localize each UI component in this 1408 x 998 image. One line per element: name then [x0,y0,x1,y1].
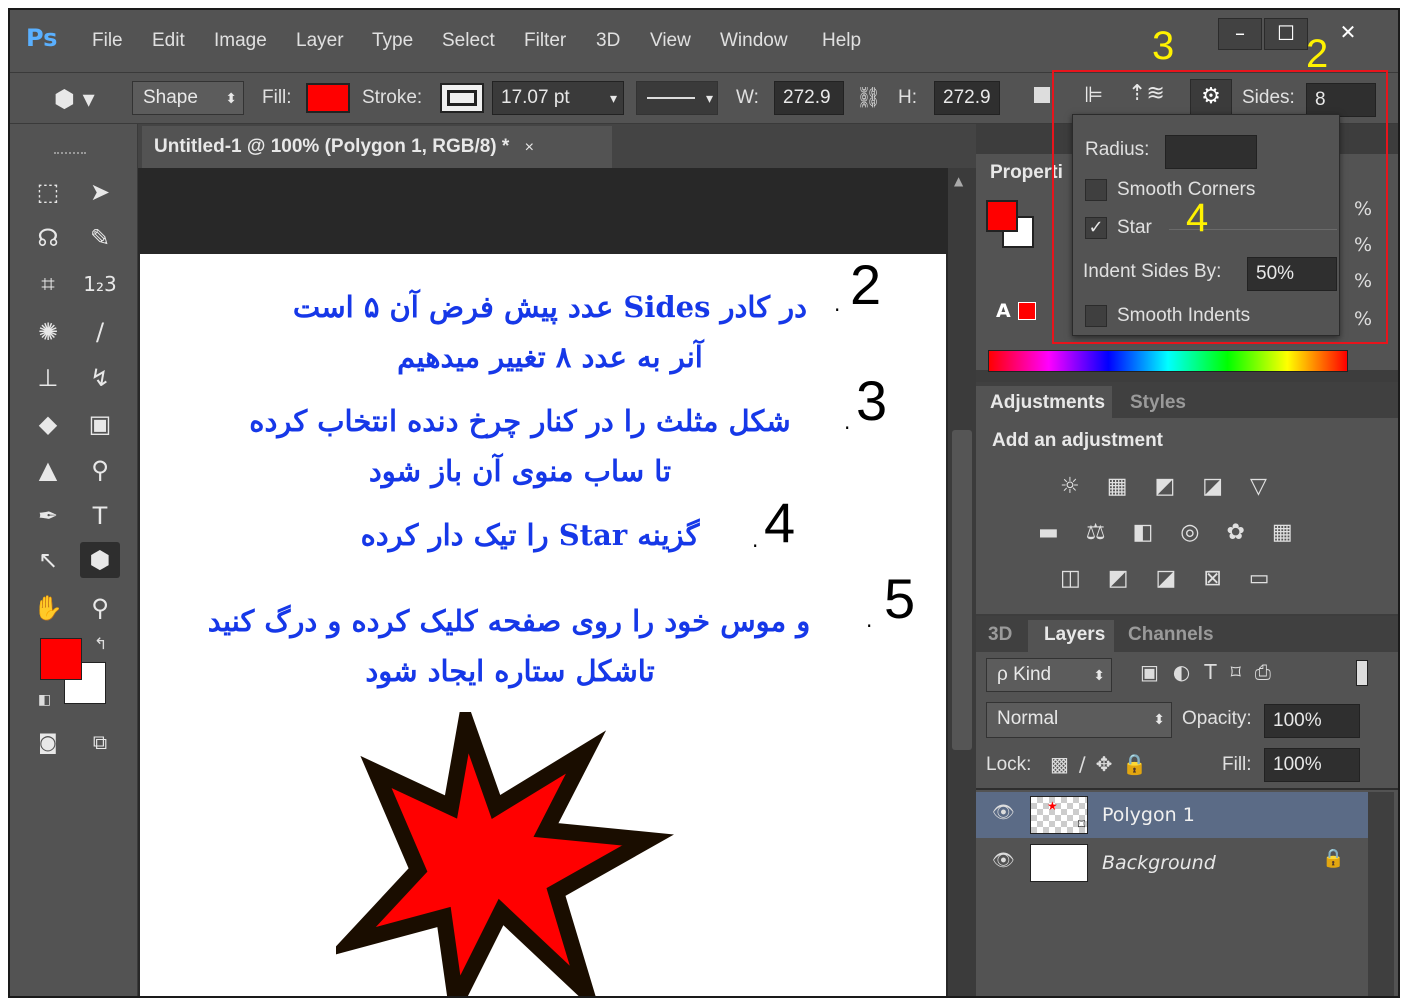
annotation-3: 3 [1152,24,1175,68]
link-icon[interactable]: ⛓ [856,85,882,109]
sides-label: Sides: [1242,87,1295,108]
step-number-3: 3 [856,369,888,432]
foreground-swatch-top[interactable] [986,200,1018,232]
close-tab-icon[interactable]: × [524,139,534,156]
layer-name[interactable]: Background [1102,852,1216,874]
visibility-eye-icon[interactable]: 👁 [992,850,1015,871]
bullet-dot: · [866,614,873,638]
stroke-type-select[interactable]: ▾ [636,81,718,115]
swap-colors-icon[interactable]: ↰ [94,634,108,653]
adjustment-icons-row-1[interactable]: ☼ ▦ ◩ ◪ ▽ [1060,474,1277,499]
opacity-field[interactable]: 100% [1264,704,1360,738]
gamut-swatch[interactable] [1018,302,1036,320]
step-number-4: 4 [764,491,796,554]
eraser-tool-icon[interactable]: ◆ [38,410,58,438]
menu-filter[interactable]: Filter [524,30,567,51]
path-operations-icon[interactable] [1034,87,1050,103]
zoom-tool-icon[interactable]: ⚲ [91,594,109,622]
gradient-tool-icon[interactable]: ▣ [88,410,112,438]
fill-label: Fill: [262,87,292,108]
document-canvas[interactable] [140,254,946,998]
move-tool-icon[interactable]: ➤ [89,178,111,206]
blur-tool-icon[interactable]: ▲ [38,456,58,484]
indent-sides-label: Indent Sides By: [1083,261,1222,282]
layer-row-polygon[interactable] [976,792,1368,838]
toolbox [10,124,138,998]
document-title: Untitled-1 @ 100% (Polygon 1, RGB/8) * [154,136,510,157]
instruction-3-line2: تا ساب منوی آن باز شود [368,454,672,488]
bullet-dot: · [834,298,841,322]
instruction-3-line1: شکل مثلث را در کنار چرخ دنده انتخاب کرده [249,404,791,438]
out-of-gamut-icon: A [996,300,1011,322]
step-number-2: 2 [850,253,882,316]
brush-tool-icon[interactable]: ∕ [95,318,105,346]
lock-icon: 🔒 [1322,848,1345,869]
adjustments-heading: Add an adjustment [992,430,1164,451]
layer-row-background[interactable] [976,840,1368,886]
instruction-2-line1: در کادر Sides عدد پیش فرض آن ۵ است [292,290,808,324]
marquee-tool-icon[interactable]: ⬚ [36,178,60,206]
close-button[interactable]: ✕ [1310,18,1386,50]
lock-icons[interactable]: ▩∕✥🔒 [1050,752,1158,776]
radius-label: Radius: [1085,139,1150,160]
star-shape[interactable] [336,712,676,998]
hand-tool-icon[interactable]: ✋ [33,594,63,622]
path-alignment-icon[interactable]: ⊫ [1084,83,1104,108]
fill-field[interactable]: 100% [1264,748,1360,782]
quick-selection-tool-icon[interactable]: ✎ [89,224,111,252]
width-label: W: [736,87,759,108]
type-tool-icon[interactable]: T [92,502,108,530]
screen-mode-icon[interactable]: ⧉ [92,730,108,754]
layer-filter-select[interactable]: ρ Kind ⬍ [986,658,1112,692]
color-ramp[interactable] [988,350,1348,372]
menu-layer[interactable]: Layer [296,30,344,51]
photoshop-logo: Ps [26,24,58,52]
document-tab-bar [138,124,976,168]
bullet-dot: · [844,416,851,440]
fill-label-layers: Fill: [1222,754,1252,775]
instruction-2-line2: آنر به عدد ۸ تغییر میدهیم [397,340,703,374]
step-number-5: 5 [884,567,916,630]
instruction-5-line2: تاشکل ستاره ایجاد شود [365,654,655,688]
blend-mode-select[interactable]: Normal ⬍ [986,702,1172,738]
visibility-eye-icon[interactable]: 👁 [992,802,1015,823]
scroll-up-icon[interactable]: ▲ [954,174,964,188]
menu-file[interactable]: File [92,30,123,51]
styles-tab[interactable]: Styles [1130,392,1186,413]
star-label: Star [1117,217,1152,238]
layers-tab[interactable]: Layers [1044,624,1106,645]
path-selection-tool-icon[interactable]: ↖ [37,546,59,574]
star-checkbox[interactable]: ✓ [1085,217,1107,239]
clone-stamp-tool-icon[interactable]: ⊥ [37,364,59,392]
scrollbar-thumb[interactable] [952,430,972,750]
gear-icon[interactable]: ⚙ [1190,79,1232,115]
indent-sides-field[interactable]: 50% [1247,257,1337,291]
layers-scrollbar[interactable] [1368,792,1394,998]
menu-window[interactable]: Window [720,30,788,51]
toolbox-grip [54,152,86,154]
minimize-button[interactable]: – [1218,18,1262,50]
channels-tab[interactable]: Channels [1128,624,1214,645]
polygon-tool-icon[interactable]: ⬢ [80,542,120,578]
lasso-tool-icon[interactable]: ☊ [37,224,59,252]
foreground-color-swatch[interactable] [40,638,82,680]
stroke-label: Stroke: [362,87,423,108]
menu-select[interactable]: Select [442,30,495,51]
annotation-4: 4 [1186,196,1209,240]
annotation-2: 2 [1306,32,1329,76]
pct-c: % [1354,198,1373,220]
menu-view[interactable]: View [650,30,691,51]
menu-help[interactable]: Help [822,30,862,51]
layer-name[interactable]: Polygon 1 [1102,804,1195,826]
quick-mask-icon[interactable]: ◙ [38,730,58,754]
stroke-width-field[interactable]: 17.07 pt ▾ [492,81,624,115]
sides-field[interactable]: 8 [1306,83,1376,117]
photoshop-window [8,8,1400,998]
lock-label: Lock: [986,754,1032,775]
crop-tool-icon[interactable]: ⌗ [41,270,55,298]
opacity-label: Opacity: [1182,708,1252,729]
filter-toggle[interactable] [1356,660,1368,686]
height-label: H: [898,87,917,108]
annotation-highlight-box [1052,70,1388,344]
height-field[interactable]: 272.9 [934,81,1000,115]
menu-3d[interactable]: 3D [596,30,621,51]
pen-tool-icon[interactable]: ✒ [37,502,59,530]
3d-tab[interactable]: 3D [988,624,1013,645]
instruction-5-line1: و موس خود را روی صفحه کلیک کرده و درگ کنید [207,604,811,638]
instruction-4-line1: گزینه Star را تیک دار کرده [360,518,700,552]
smooth-indents-label: Smooth Indents [1117,305,1251,326]
menu-type[interactable]: Type [372,30,414,51]
layer-thumbnail: ★ ⌑ [1030,796,1088,834]
adjustments-tab[interactable]: Adjustments [990,392,1106,413]
document-tab[interactable] [142,126,612,168]
eyedropper-tool-icon[interactable]: 1₂3 [83,272,117,296]
pct-y: % [1354,270,1373,292]
healing-brush-tool-icon[interactable]: ✺ [37,318,59,346]
layer-thumbnail [1030,844,1088,882]
divider [976,788,1400,790]
pct-k: % [1354,308,1373,330]
path-arrangement-icon[interactable]: ⇡≋ [1128,81,1165,106]
width-field[interactable]: 272.9 [774,81,844,115]
layer-filter-icons[interactable]: ▣◐T⌑⎙ [1140,660,1285,684]
menu-image[interactable]: Image [214,30,267,51]
default-colors-icon[interactable]: ◧ [38,692,52,708]
adjustment-icons-row-2[interactable]: ▬ ⚖ ◧ ◎ ✿ ▦ [1038,520,1303,545]
maximize-button[interactable]: ☐ [1264,18,1308,50]
bullet-dot: · [752,534,759,558]
menu-bar [10,10,1400,72]
dodge-tool-icon[interactable]: ⚲ [91,456,109,484]
fill-color-swatch[interactable] [306,83,350,113]
smooth-corners-label: Smooth Corners [1117,179,1256,200]
history-brush-tool-icon[interactable]: ↯ [89,364,111,392]
properties-tab[interactable]: Properti [990,162,1063,183]
stroke-color-swatch[interactable] [440,83,484,113]
tool-mode-select[interactable]: Shape ⬍ [132,81,244,115]
polygon-tool-icon[interactable]: ⬢ ▾ [54,85,95,113]
pct-m: % [1354,234,1373,256]
menu-edit[interactable]: Edit [152,30,185,51]
adjustment-icons-row-3[interactable]: ◫ ◩ ◪ ⊠ ▭ [1060,566,1280,591]
